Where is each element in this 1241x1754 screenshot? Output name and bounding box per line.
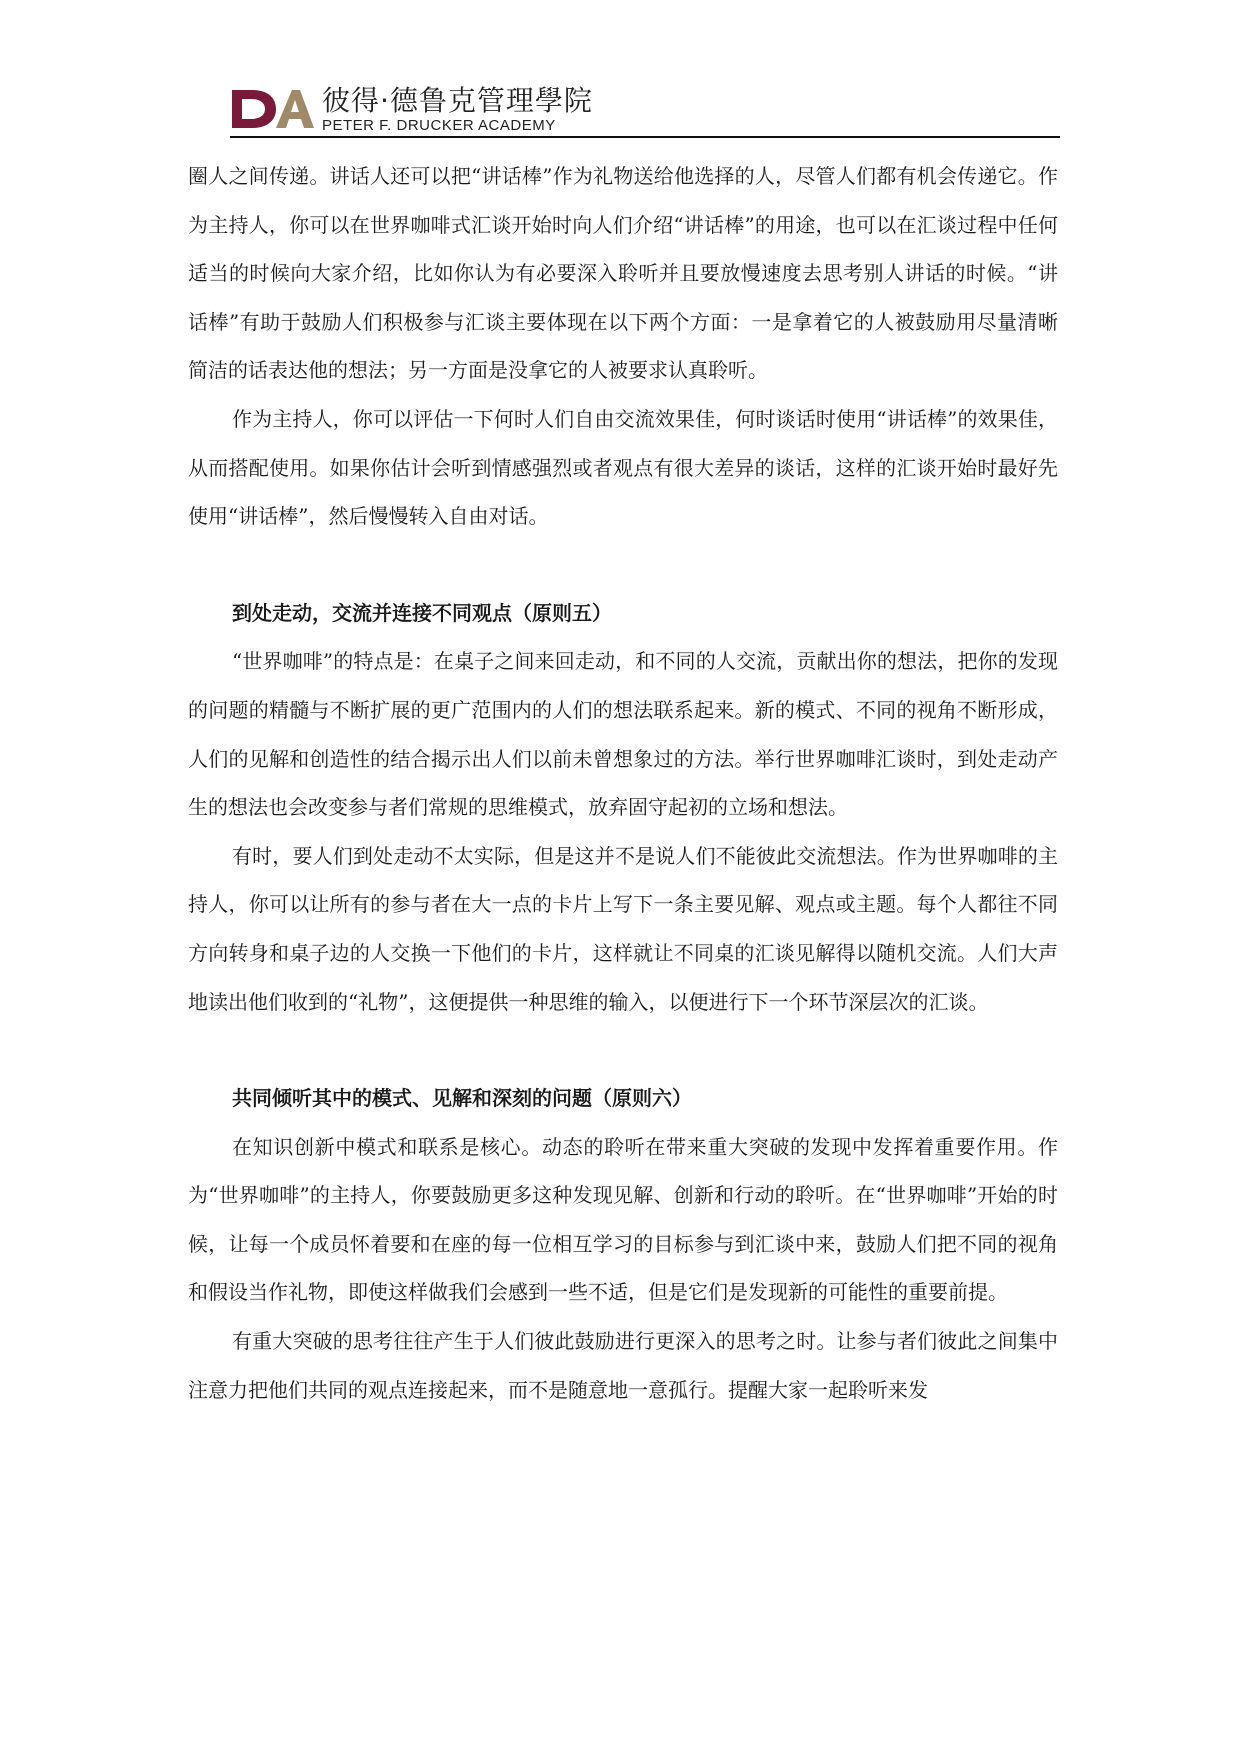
section-heading-principle-6: 共同倾听其中的模式、见解和深刻的问题（原则六）: [232, 1086, 692, 1111]
paragraph-3: “世界咖啡”的特点是：在桌子之间来回走动，和不同的人交流，贡献出你的想法，把你的发现的问题的精髓与不断扩展的更广范围内的人们的想法联系起来。新的模式、不同的视角不断形成，人们的见解和创造性的结合揭示出人们以前未曾想象过的方法。举行世界咖啡汇谈时，到处走动产生的想法也会改变参与者们常规的思维模式，放弃固守起初的立场和想法。: [188, 649, 1058, 820]
paragraph-1: 圈人之间传递。讲话人还可以把“讲话棒”作为礼物送给他选择的人，尽管人们都有机会传递它。作为主持人，你可以在世界咖啡式汇谈开始时向人们介绍“讲话棒”的用途，也可以在汇谈过程中任何适当的时候向大家介绍，比如你认为有必要深入聆听并且要放慢速度去思考别人讲话的时候。“讲话棒”有助于鼓励人们积极参与汇谈主要体现在以下两个方面：一是拿着它的人被鼓励用尽量清晰简洁的话表达他的想法；另一方面是没拿它的人被要求认真聆听。: [188, 164, 1058, 383]
page-header: [230, 84, 1060, 138]
academy-logo: [230, 88, 315, 130]
paragraph-6: 有重大突破的思考往往产生于人们彼此鼓励进行更深入的思考之时。让参与者们彼此之间集中注意力把他们共同的观点连接起来，而不是随意地一意孤行。提醒大家一起聆听来发: [188, 1329, 1058, 1402]
section-heading-principle-5: 到处走动，交流并连接不同观点（原则五）: [232, 600, 612, 625]
paragraph-2: 作为主持人，你可以评估一下何时人们自由交流效果佳，何时谈话时使用“讲话棒”的效果佳，从而搭配使用。如果你估计会听到情感强烈或者观点有很大差异的谈话，这样的汇谈开始时最好先使用“讲话棒”，然后慢慢转入自由对话。: [188, 406, 1058, 529]
academy-name-chinese: 彼得·德鲁克管理學院: [322, 84, 593, 117]
header-divider: [230, 136, 1060, 138]
academy-name-english: PETER F. DRUCKER ACADEMY: [322, 117, 556, 134]
paragraph-4: 有时，要人们到处走动不太实际，但是这并不是说人们不能彼此交流想法。作为世界咖啡的主持人，你可以让所有的参与者在大一点的卡片上写下一条主要见解、观点或主题。每个人都往不同方向转身和桌子边的人交换一下他们的卡片，这样就让不同桌的汇谈见解得以随机交流。人们大声地读出他们收到的“礼物”，这便提供一种思维的输入，以便进行下一个环节深层次的汇谈。: [188, 843, 1058, 1014]
paragraph-5: 在知识创新中模式和联系是核心。动态的聆听在带来重大突破的发现中发挥着重要作用。作为“世界咖啡”的主持人，你要鼓励更多这种发现见解、创新和行动的聆听。在“世界咖啡”开始的时候，让每一个成员怀着要和在座的每一位相互学习的目标参与到汇谈中来，鼓励人们把不同的视角和假设当作礼物，即使这样做我们会感到一些不适，但是它们是发现新的可能性的重要前提。: [188, 1134, 1058, 1305]
document-body: [188, 152, 1058, 1414]
